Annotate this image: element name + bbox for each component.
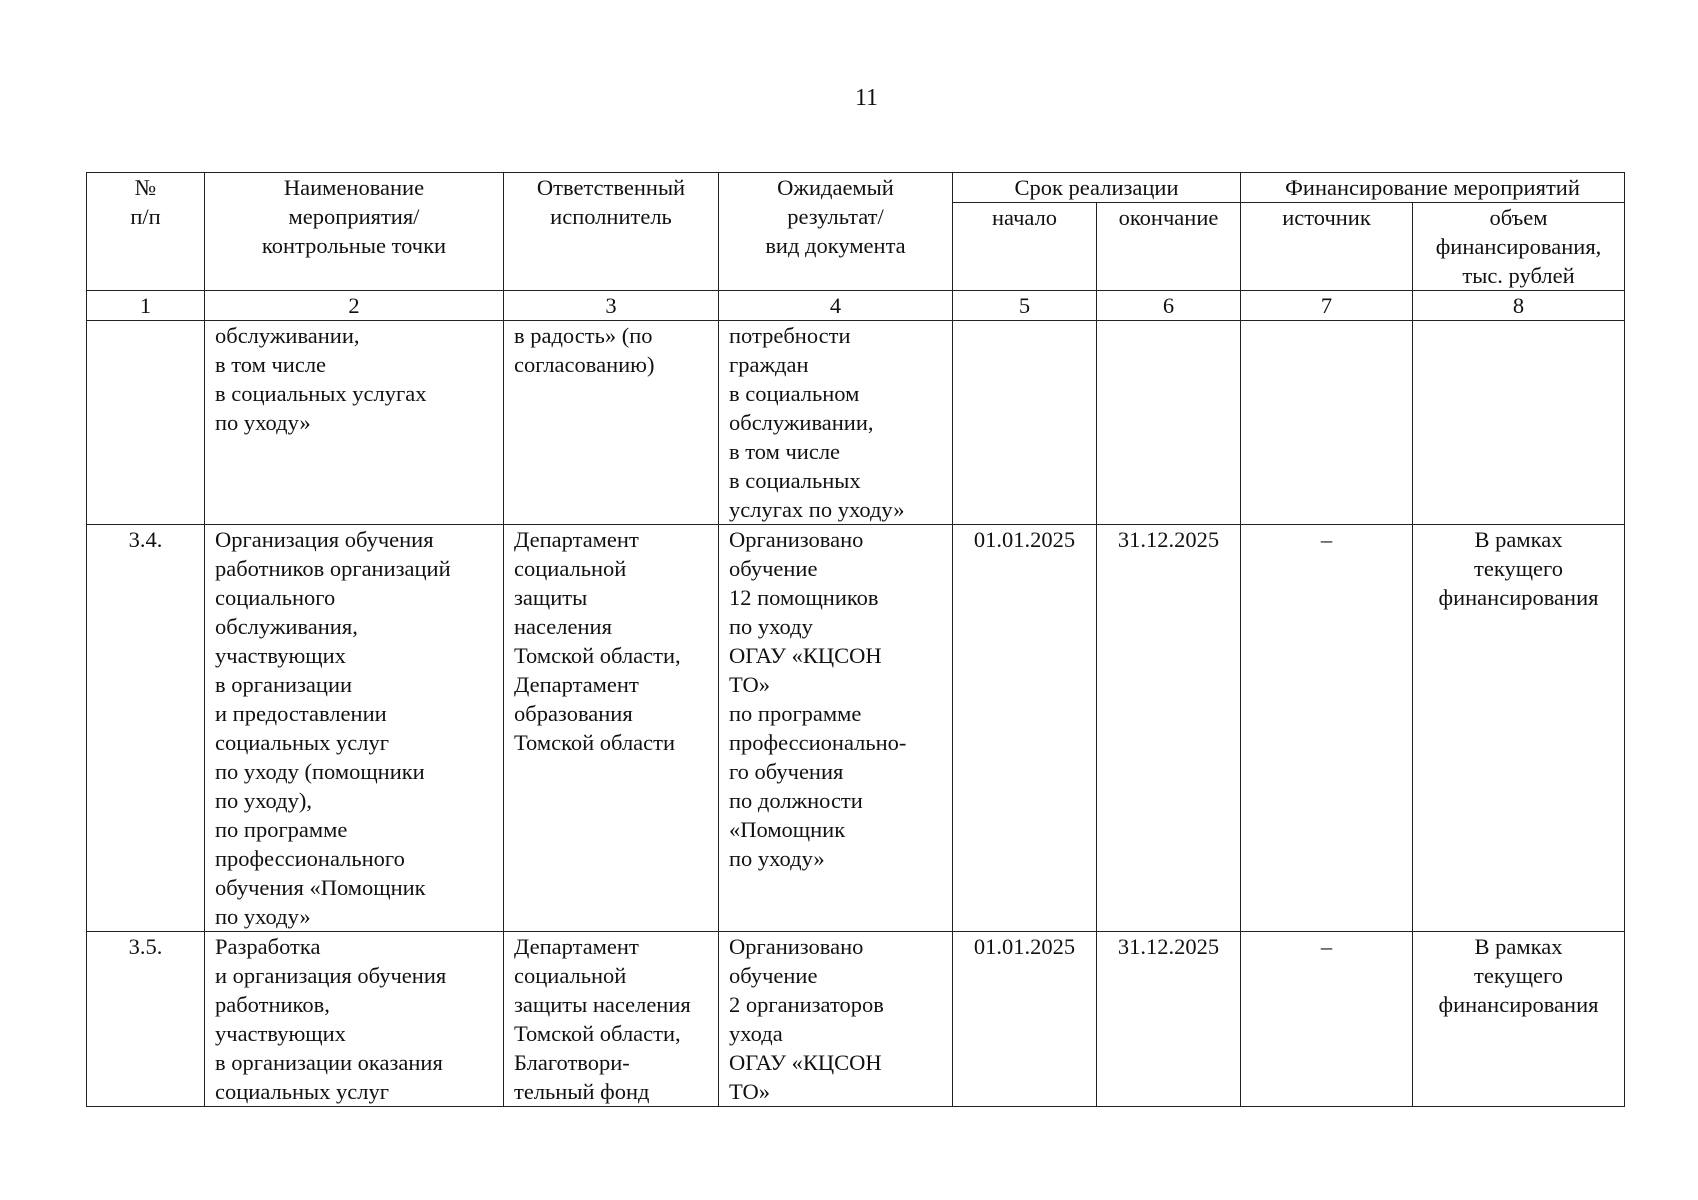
row-executor — [504, 525, 719, 932]
header-num — [87, 173, 205, 291]
cell-text-line: Организовано — [729, 934, 864, 959]
cell-text-line: Департамент — [514, 672, 639, 697]
table-header — [87, 173, 1625, 291]
cell-text-line: обучения «Помощник — [215, 875, 426, 900]
column-number: 2 — [205, 291, 504, 321]
row-result — [719, 932, 953, 1107]
cell-text-line: в том числе — [215, 352, 327, 377]
cell-text-line: финансирования — [1438, 585, 1599, 610]
cell-text-line: Томской области, — [514, 1021, 681, 1046]
row-start — [953, 321, 1097, 525]
header-volume — [1413, 203, 1625, 291]
cell-text-line: работников, — [215, 992, 330, 1017]
cell-text-line: ТО» — [729, 672, 770, 697]
header-name — [205, 173, 504, 291]
cell-text-line: в социальных услугах — [215, 381, 427, 406]
cell-text-line: ТО» — [729, 1079, 770, 1104]
cell-text-line: обслуживании, — [729, 410, 874, 435]
row-result — [719, 525, 953, 932]
cell-text-line: № — [134, 175, 157, 200]
cell-text-line: Ожидаемый — [777, 175, 894, 200]
row-start: 01.01.2025 — [953, 932, 1097, 1107]
row-start: 01.01.2025 — [953, 525, 1097, 932]
row-name — [205, 932, 504, 1107]
cell-text-line: исполнитель — [550, 204, 672, 229]
row-source: – — [1241, 932, 1413, 1107]
row-end: 31.12.2025 — [1097, 525, 1241, 932]
cell-text-line: ухода — [729, 1021, 783, 1046]
row-num: 3.4. — [87, 525, 205, 932]
column-number: 1 — [87, 291, 205, 321]
cell-text-line: по программе — [729, 701, 862, 726]
cell-text-line: обучение — [729, 963, 818, 988]
header-source: источник — [1241, 203, 1413, 291]
cell-text-line: Организовано — [729, 527, 864, 552]
row-name — [205, 321, 504, 525]
cell-text-line: по уходу — [729, 614, 813, 639]
cell-text-line: п/п — [130, 204, 161, 229]
row-executor — [504, 321, 719, 525]
header-period: Срок реализации — [953, 173, 1241, 203]
cell-text-line: Благотвори- — [514, 1050, 630, 1075]
column-number: 7 — [1241, 291, 1413, 321]
cell-text-line: социальных услуг — [215, 1079, 389, 1104]
row-volume — [1413, 932, 1625, 1107]
cell-text-line: по уходу» — [729, 846, 825, 871]
cell-text-line: по уходу» — [215, 410, 311, 435]
cell-text-line: профессионального — [215, 846, 405, 871]
cell-text-line: в организации — [215, 672, 353, 697]
cell-text-line: образования — [514, 701, 633, 726]
cell-text-line: В рамках — [1474, 934, 1563, 959]
cell-text-line: в том числе — [729, 439, 841, 464]
cell-text-line: профессионально- — [729, 730, 907, 755]
cell-text-line: по уходу), — [215, 788, 312, 813]
cell-text-line: и организация обучения — [215, 963, 447, 988]
cell-text-line: по должности — [729, 788, 863, 813]
column-number: 5 — [953, 291, 1097, 321]
row-volume — [1413, 525, 1625, 932]
cell-text-line: и предоставлении — [215, 701, 387, 726]
cell-text-line: вид документа — [765, 233, 906, 258]
cell-text-line: по уходу (помощники — [215, 759, 425, 784]
cell-text-line: текущего — [1474, 556, 1563, 581]
cell-text-line: финансирования — [1438, 992, 1599, 1017]
cell-text-line: Ответственный — [536, 175, 686, 200]
cell-text-line: текущего — [1474, 963, 1563, 988]
cell-text-line: «Помощник — [729, 817, 846, 842]
cell-text-line: социальных услуг — [215, 730, 389, 755]
cell-text-line: результат/ — [787, 204, 884, 229]
activities-table — [86, 172, 1625, 1107]
page-number: 11 — [854, 85, 879, 111]
cell-text-line: в организации оказания — [215, 1050, 443, 1075]
cell-text-line: в социальном — [729, 381, 860, 406]
row-end: 31.12.2025 — [1097, 932, 1241, 1107]
column-number: 3 — [504, 291, 719, 321]
cell-text-line: го обучения — [729, 759, 844, 784]
column-number: 4 — [719, 291, 953, 321]
cell-text-line: Томской области — [514, 730, 676, 755]
table-row — [87, 525, 1625, 932]
cell-text-line: обслуживания, — [215, 614, 358, 639]
cell-text-line: по уходу» — [215, 904, 311, 929]
cell-text-line: участвующих — [215, 643, 346, 668]
row-end — [1097, 321, 1241, 525]
cell-text-line: мероприятия/ — [288, 204, 420, 229]
cell-text-line: граждан — [729, 352, 809, 377]
row-executor — [504, 932, 719, 1107]
cell-text-line: социальной — [514, 556, 627, 581]
cell-text-line: в социальных — [729, 468, 861, 493]
cell-text-line: согласованию) — [514, 352, 655, 377]
row-num — [87, 321, 205, 525]
cell-text-line: социальной — [514, 963, 627, 988]
cell-text-line: контрольные точки — [261, 233, 447, 258]
row-volume — [1413, 321, 1625, 525]
header-end: окончание — [1097, 203, 1241, 291]
cell-text-line: Наименование — [283, 175, 425, 200]
column-numbers-row — [87, 291, 1625, 321]
cell-text-line: услугах по уходу» — [729, 497, 905, 522]
cell-text-line: по программе — [215, 817, 348, 842]
cell-text-line: 2 организаторов — [729, 992, 884, 1017]
cell-text-line: социального — [215, 585, 336, 610]
cell-text-line: Организация обучения — [215, 527, 434, 552]
cell-text-line: обучение — [729, 556, 818, 581]
row-source — [1241, 321, 1413, 525]
cell-text-line: работников организаций — [215, 556, 451, 581]
cell-text-line: ОГАУ «КЦСОН — [729, 1050, 882, 1075]
cell-text-line: обслуживании, — [215, 323, 360, 348]
cell-text-line: Департамент — [514, 934, 639, 959]
cell-text-line: ОГАУ «КЦСОН — [729, 643, 882, 668]
cell-text-line: 12 помощников — [729, 585, 879, 610]
header-funding: Финансирование мероприятий — [1241, 173, 1625, 203]
cell-text-line: тыс. рублей — [1462, 263, 1575, 288]
cell-text-line: потребности — [729, 323, 851, 348]
cell-text-line: тельный фонд — [514, 1079, 650, 1104]
cell-text-line: защиты — [514, 585, 588, 610]
column-number: 6 — [1097, 291, 1241, 321]
row-result — [719, 321, 953, 525]
cell-text-line: Департамент — [514, 527, 639, 552]
cell-text-line: финансирования, — [1435, 234, 1602, 259]
cell-text-line: объем — [1489, 205, 1548, 230]
cell-text-line: Томской области, — [514, 643, 681, 668]
row-num: 3.5. — [87, 932, 205, 1107]
header-start: начало — [953, 203, 1097, 291]
cell-text-line: участвующих — [215, 1021, 346, 1046]
table-row — [87, 932, 1625, 1107]
cell-text-line: В рамках — [1474, 527, 1563, 552]
row-name — [205, 525, 504, 932]
header-result — [719, 173, 953, 291]
cell-text-line: в радость» (по — [514, 323, 653, 348]
column-number: 8 — [1413, 291, 1625, 321]
cell-text-line: населения — [514, 614, 612, 639]
cell-text-line: защиты населения — [514, 992, 691, 1017]
row-source: – — [1241, 525, 1413, 932]
header-executor — [504, 173, 719, 291]
cell-text-line: Разработка — [215, 934, 321, 959]
table-row — [87, 321, 1625, 525]
